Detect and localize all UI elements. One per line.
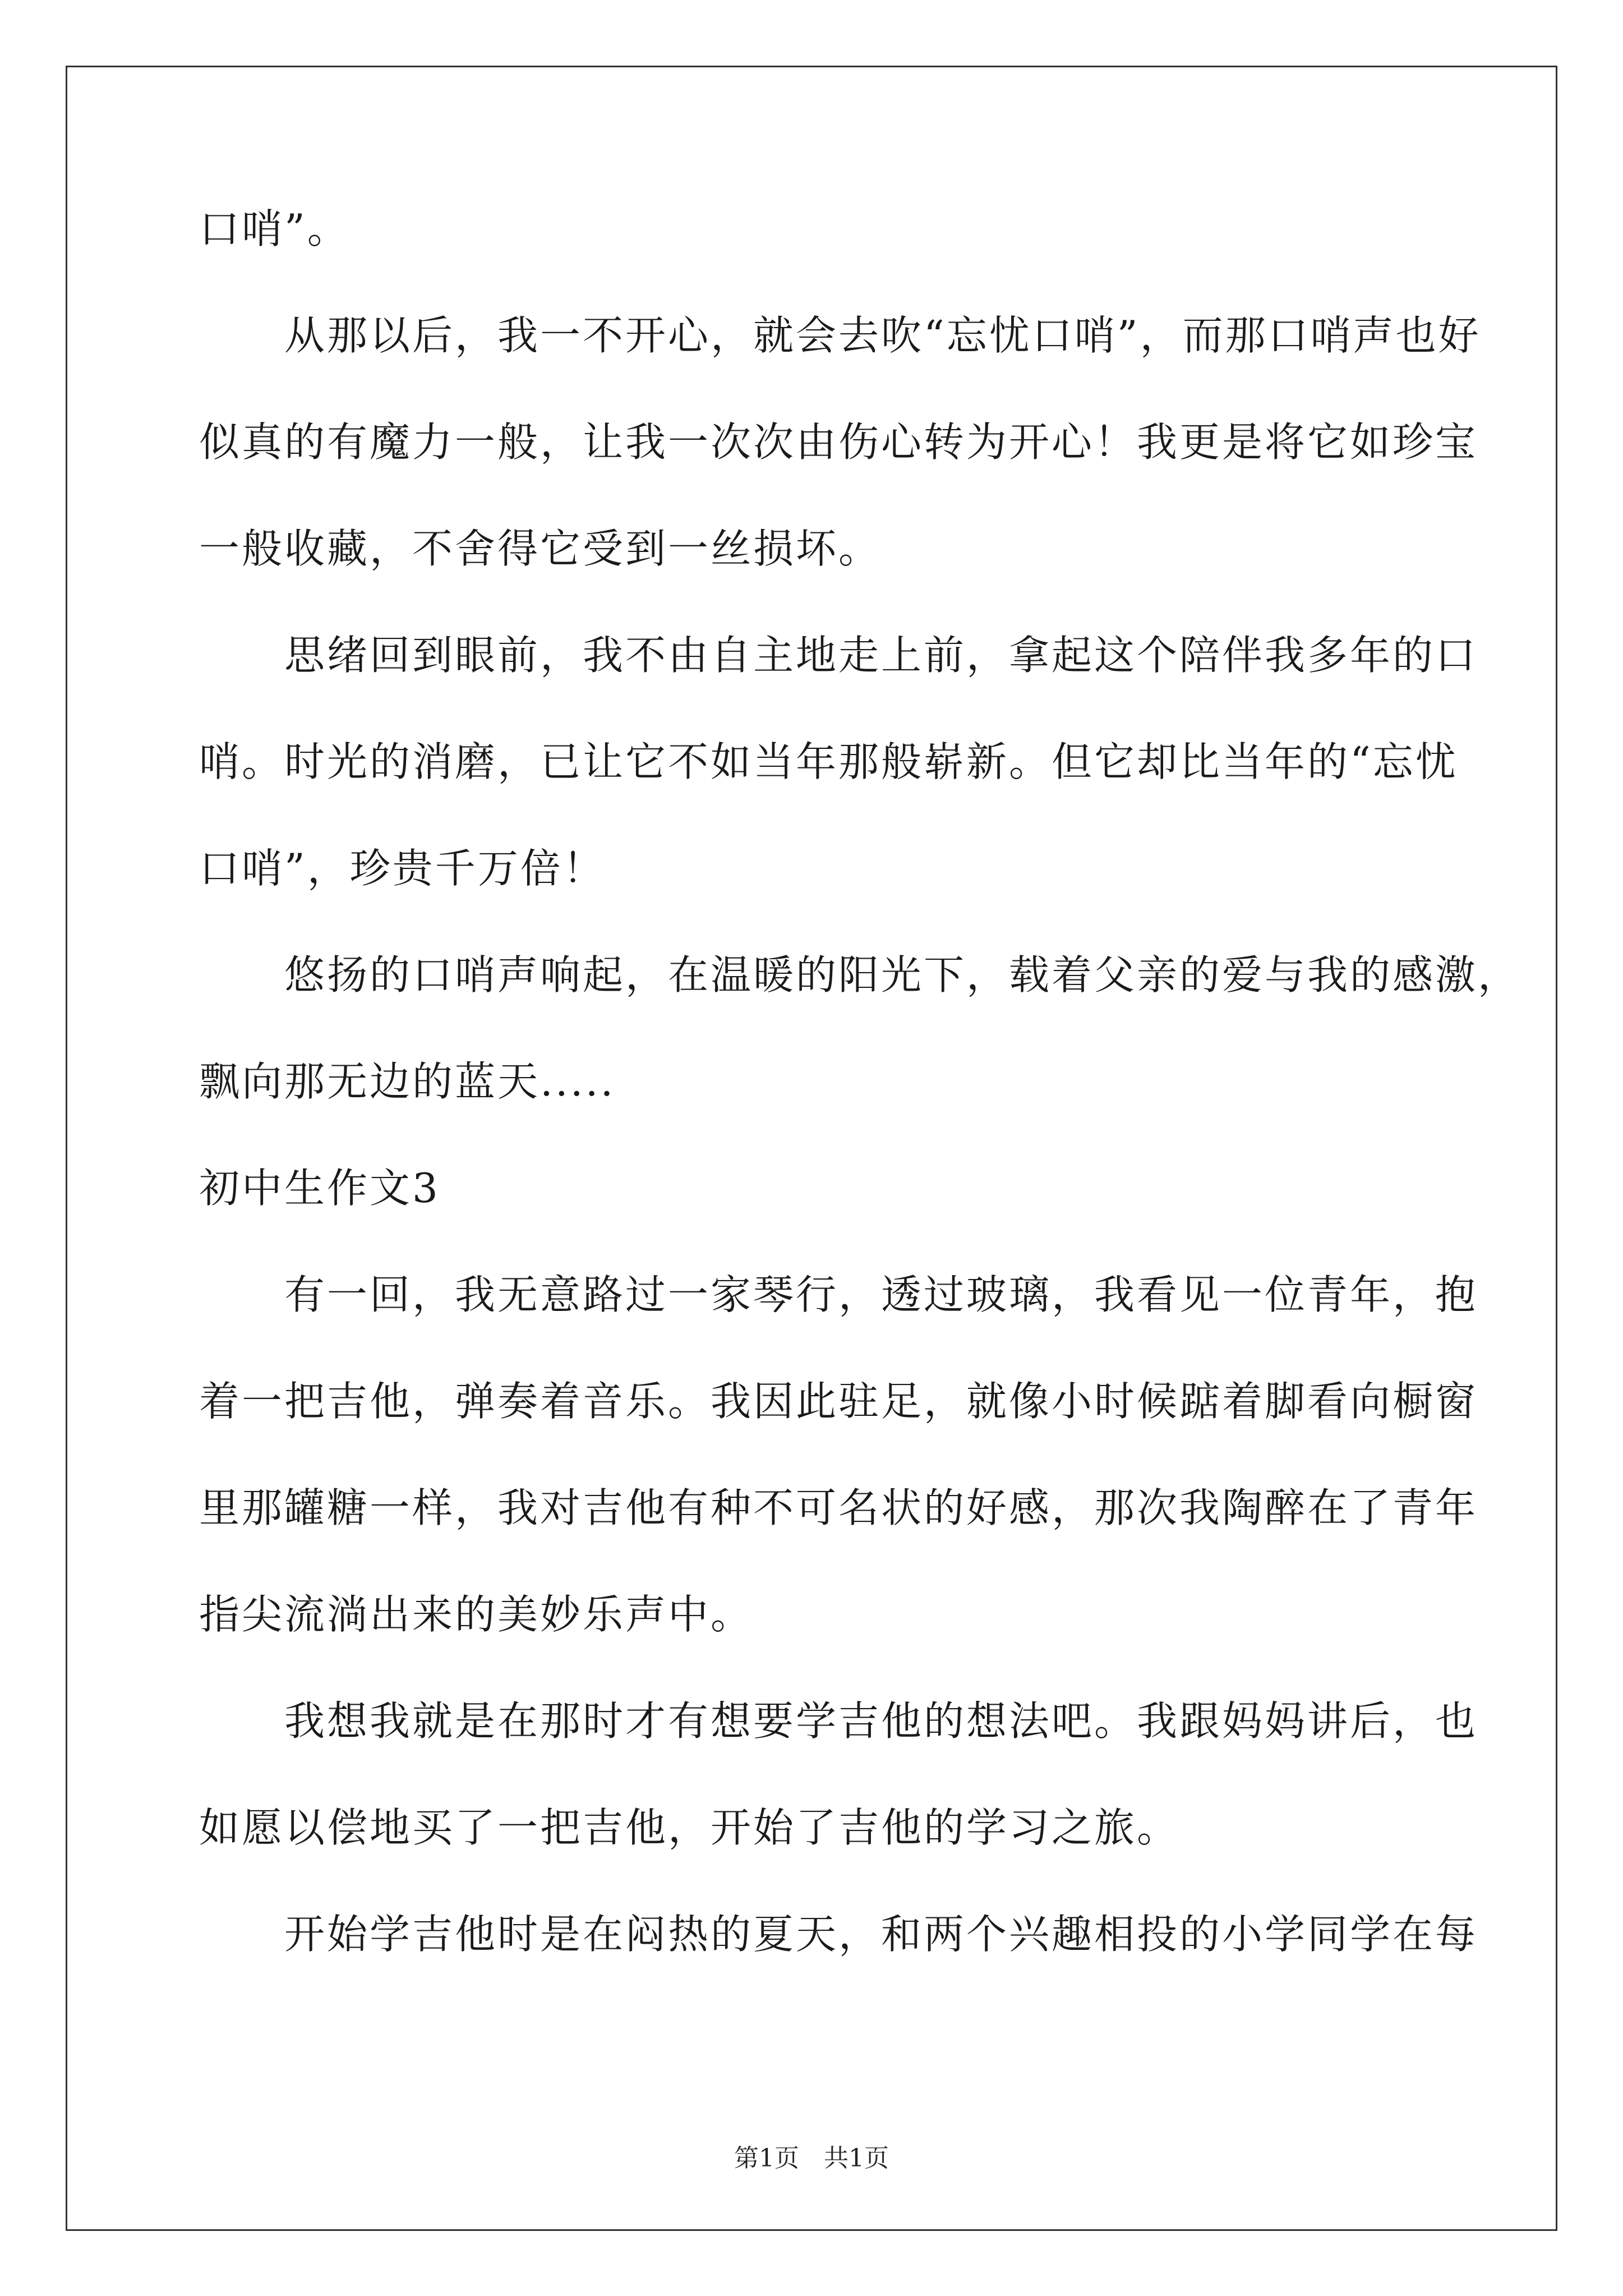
text-line: 口哨”，珍贵千万倍！ [199, 845, 606, 892]
text-line: 如愿以偿地买了一把吉他，开始了吉他的学习之旅。 [199, 1804, 1180, 1851]
text-line: 似真的有魔力一般，让我一次次由伤心转为开心！我更是将它如珍宝 [199, 418, 1478, 466]
text-line: 悠扬的口哨声响起，在温暖的阳光下，载着父亲的爱与我的感激， [199, 951, 1521, 999]
text-line: 飘向那无边的蓝天..... [199, 1058, 616, 1105]
text-line: 思绪回到眼前，我不由自主地走上前，拿起这个陪伴我多年的口 [199, 632, 1478, 679]
section-heading: 初中生作文3 [199, 1165, 440, 1212]
text-line: 着一把吉他，弹奏着音乐。我因此驻足，就像小时候踮着脚看向橱窗 [199, 1378, 1478, 1425]
text-line: 我想我就是在那时才有想要学吉他的想法吧。我跟妈妈讲后，也 [199, 1697, 1478, 1745]
text-line: 里那罐糖一样，我对吉他有种不可名状的好感，那次我陶醉在了青年 [199, 1484, 1478, 1531]
text-line: 从那以后，我一不开心，就会去吹“忘忧口哨”，而那口哨声也好 [199, 312, 1481, 359]
text-line: 指尖流淌出来的美妙乐声中。 [199, 1591, 754, 1638]
text-line: 开始学吉他时是在闷热的夏天，和两个兴趣相投的小学同学在每 [199, 1911, 1478, 1958]
page-border [66, 66, 1557, 2231]
text-line: 一般收藏，不舍得它受到一丝损坏。 [199, 525, 882, 572]
page-footer: 第1页 共1页 [734, 2144, 889, 2173]
text-line: 哨。时光的消磨，已让它不如当年那般崭新。但它却比当年的“忘忧 [199, 738, 1458, 785]
text-line: 口哨”。 [199, 205, 350, 252]
text-line: 有一回，我无意路过一家琴行，透过玻璃，我看见一位青年，抱 [199, 1271, 1478, 1318]
